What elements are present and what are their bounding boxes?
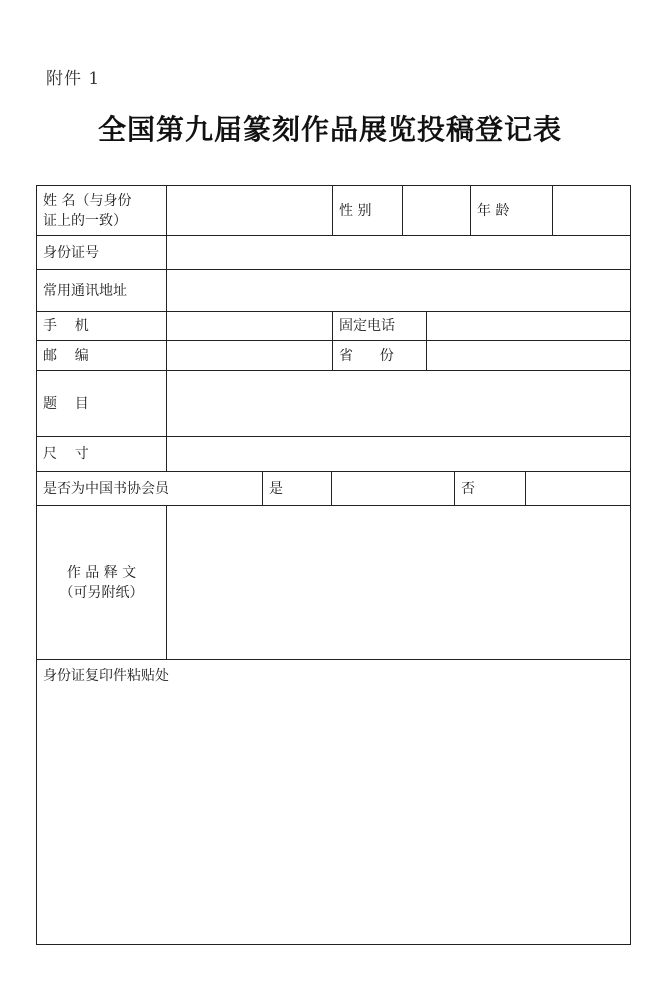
postcode-label: 邮 编	[43, 347, 89, 364]
address-label: 常用通讯地址	[43, 282, 127, 299]
age-field[interactable]	[552, 185, 631, 236]
no-field[interactable]	[525, 471, 631, 506]
phone-field[interactable]	[426, 311, 631, 341]
attachment-label: 附件 1	[46, 69, 101, 89]
size-label-cell	[36, 436, 167, 472]
page-title: 全国第九届篆刻作品展览投稿登记表	[97, 113, 562, 146]
id-copy-label: 身份证复印件粘贴处	[43, 668, 169, 684]
province-label: 省 份	[339, 347, 394, 364]
no-label-cell	[454, 471, 526, 506]
text-label-cell	[36, 505, 167, 660]
size-label: 尺 寸	[43, 446, 89, 462]
gender-label-cell	[332, 185, 403, 236]
province-label-cell	[332, 340, 427, 371]
gender-label: 性 别	[339, 202, 372, 219]
yes-label: 是	[269, 480, 283, 497]
address-label-cell	[36, 269, 167, 312]
mobile-label-cell	[36, 311, 167, 341]
postcode-label-cell	[36, 340, 167, 371]
id-copy-area[interactable]	[36, 659, 631, 945]
yes-field[interactable]	[331, 471, 455, 506]
yes-label-cell	[262, 471, 332, 506]
address-field[interactable]	[166, 269, 631, 312]
mobile-label: 手 机	[43, 318, 89, 334]
name-label-cell	[36, 185, 167, 236]
topic-field[interactable]	[166, 370, 631, 437]
name-field[interactable]	[166, 185, 333, 236]
age-label: 年 龄	[477, 202, 510, 219]
topic-label: 题 目	[43, 395, 89, 412]
registration-form	[36, 185, 631, 945]
province-field[interactable]	[426, 340, 631, 371]
id-label-cell	[36, 235, 167, 270]
member-label-cell	[36, 471, 263, 506]
topic-label-cell	[36, 370, 167, 437]
size-field[interactable]	[166, 436, 631, 472]
phone-label: 固定电话	[339, 318, 395, 334]
no-label: 否	[461, 480, 475, 497]
age-label-cell	[470, 185, 553, 236]
text-label: 作 品 释 文 （可另附纸）	[59, 564, 144, 601]
id-label: 身份证号	[43, 244, 99, 261]
name-label: 姓 名（与身份 证上的一致）	[43, 192, 132, 229]
id-number-field[interactable]	[166, 235, 631, 270]
work-text-field[interactable]	[166, 505, 631, 660]
gender-field[interactable]	[402, 185, 471, 236]
member-label: 是否为中国书协会员	[43, 480, 169, 497]
phone-label-cell	[332, 311, 427, 341]
mobile-field[interactable]	[166, 311, 333, 341]
postcode-field[interactable]	[166, 340, 333, 371]
